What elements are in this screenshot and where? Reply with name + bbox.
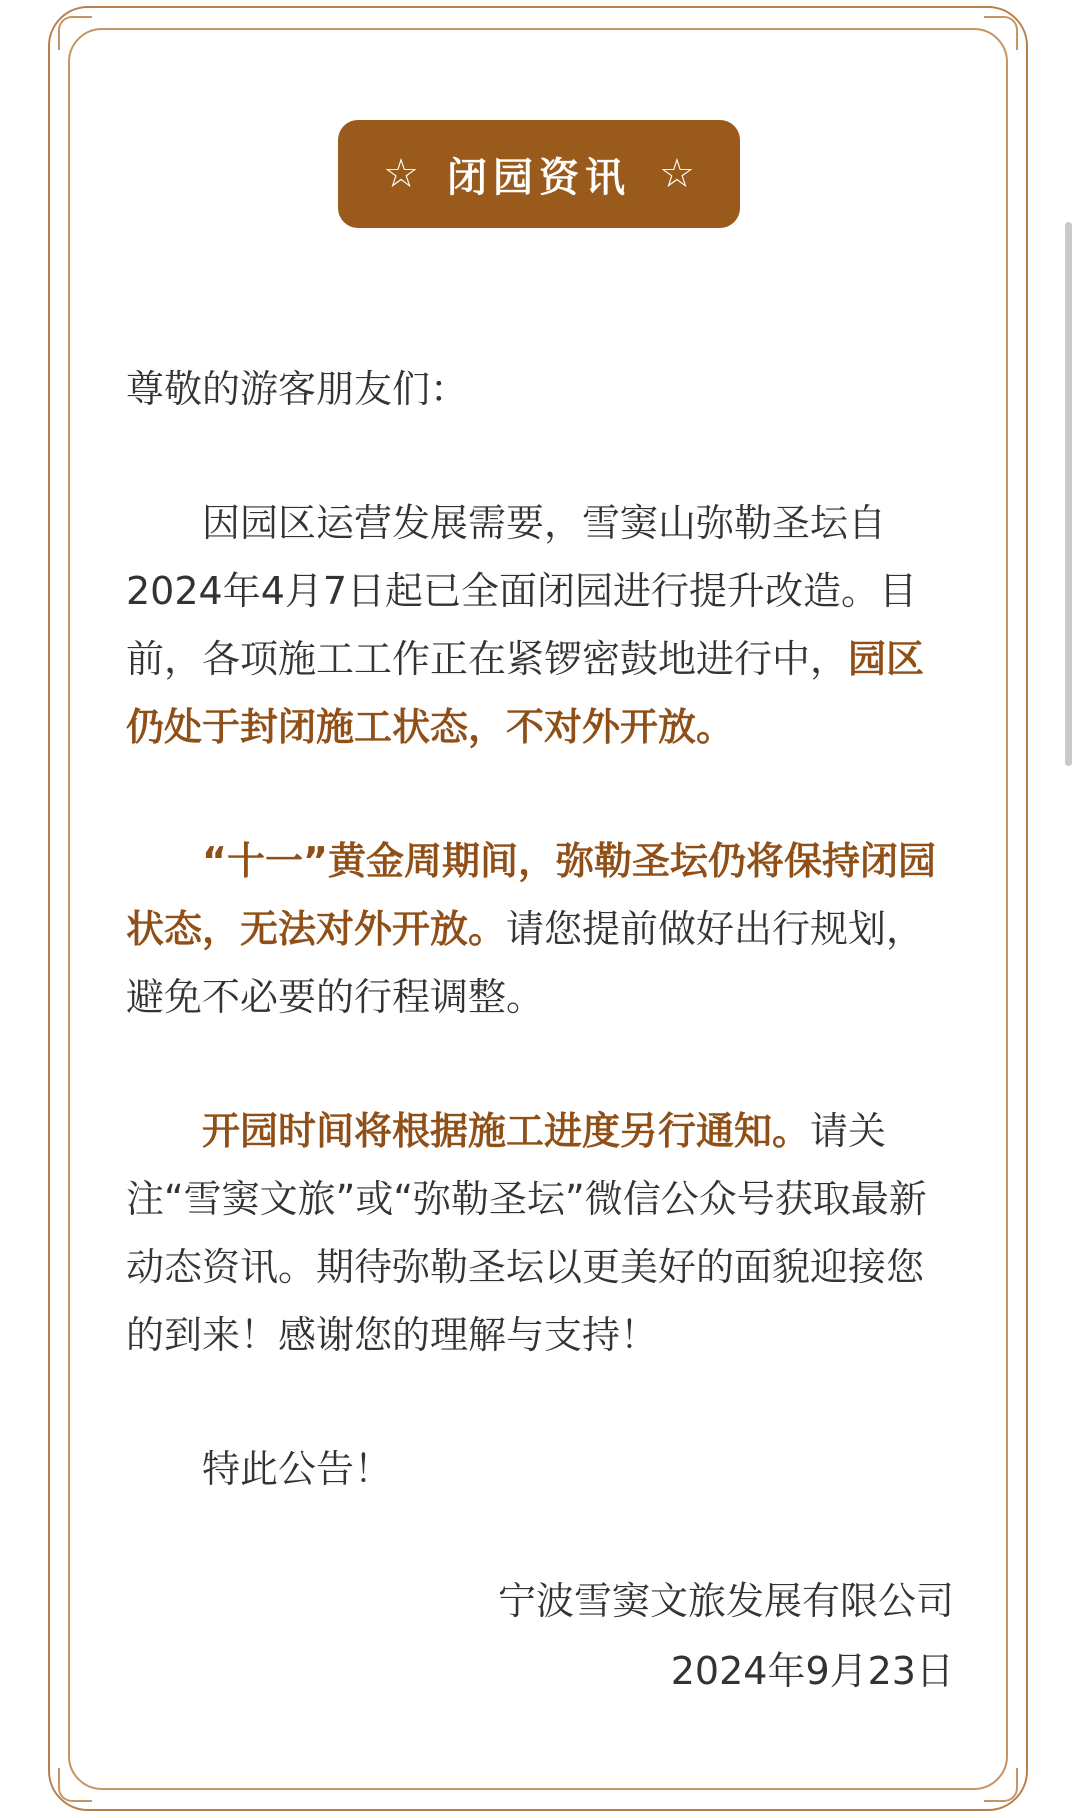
paragraph-holiday: [126, 827, 954, 1031]
signature-block: [126, 1566, 954, 1706]
title-banner: [338, 120, 740, 228]
page-title: 闭园资讯: [447, 154, 631, 201]
star-icon: ☆: [659, 151, 695, 197]
paragraph-text: 因园区运营发展需要，雪窦山弥勒圣坛自2024年4月7日起已全面闭园进行提升改造。目前，各项施工工作正在紧锣密鼓地进行中，: [126, 501, 918, 681]
notice-body: [126, 355, 954, 1503]
frame-corner-top-left: [58, 16, 92, 50]
frame-corner-top-right: [984, 16, 1018, 50]
closing-line: 特此公告！: [202, 1447, 393, 1491]
frame-corner-bottom-left: [58, 1768, 92, 1802]
star-icon: ☆: [383, 151, 419, 197]
company-name: 宁波雪窦文旅发展有限公司: [497, 1579, 954, 1623]
paragraph-text: 请关注“雪窦文旅”或“弥勒圣坛”微信公众号获取最新动态资讯。期待弥勒圣坛以更美好的面貌迎接您的到来！感谢您的理解与支持！: [126, 1109, 927, 1357]
highlight-text: 园区仍处于封闭施工状态，不对外开放。: [126, 637, 925, 749]
scrollbar-thumb[interactable]: [1065, 222, 1072, 766]
paragraph-closure: [126, 489, 954, 761]
paragraph-reopening: [126, 1097, 954, 1369]
notice-date: 2024年9月23日: [670, 1649, 954, 1693]
greeting: 尊敬的游客朋友们：: [126, 367, 469, 411]
highlight-text: “十一”黄金周期间，弥勒圣坛仍将保持闭园状态，无法对外开放。: [126, 839, 936, 951]
paragraph-text: 请您提前做好出行规划，避免不必要的行程调整。: [126, 907, 925, 1019]
frame-corner-bottom-right: [984, 1768, 1018, 1802]
highlight-text: 开园时间将根据施工进度另行通知。: [202, 1109, 811, 1153]
